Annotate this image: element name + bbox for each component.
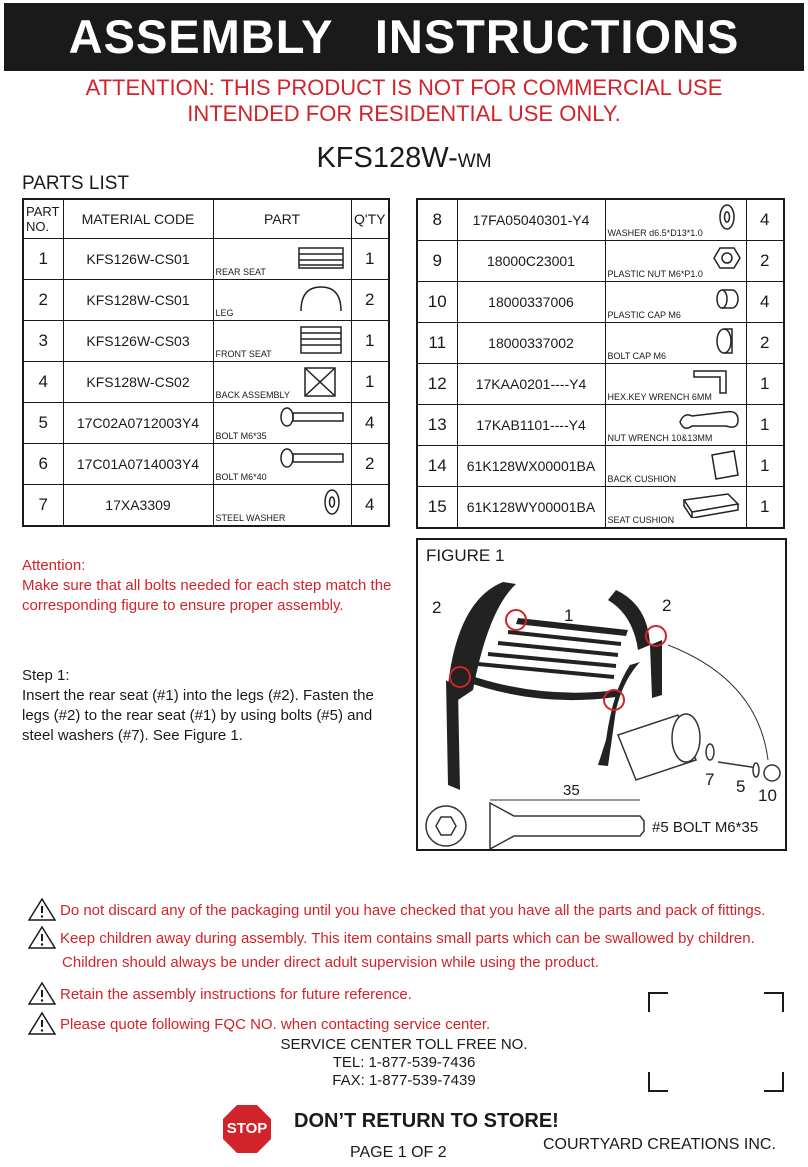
parts-row-11 <box>417 323 784 364</box>
seat-cushion-icon <box>678 490 742 522</box>
left-leg <box>446 680 460 790</box>
header-material-code: MATERIAL CODE <box>63 199 213 239</box>
fqc-number-box <box>648 992 784 1092</box>
part-name: BACK CUSHION <box>607 474 677 484</box>
rear-seat-icon <box>295 242 347 276</box>
material-code: 18000337002 <box>457 323 605 364</box>
parts-row-12 <box>417 364 784 405</box>
part-name: LEG <box>215 308 234 318</box>
parts-row-15 <box>417 487 784 529</box>
part-name: BACK ASSEMBLY <box>215 390 290 400</box>
material-code: 18000C23001 <box>457 241 605 282</box>
right-leg-lower <box>650 640 662 698</box>
part-name: WASHER d6.5*D13*1.0 <box>607 228 703 238</box>
part-number: 2 <box>23 280 63 321</box>
warning-item <box>62 954 599 971</box>
header-qty: Q'TY <box>351 199 389 239</box>
parts-row-13 <box>417 405 784 446</box>
part-name: HEX.KEY WRENCH 6MM <box>607 392 712 402</box>
parts-table-left <box>22 198 390 527</box>
warning-item <box>28 1011 490 1039</box>
model-number <box>0 142 808 175</box>
part-number: 3 <box>23 321 63 362</box>
warning-icon <box>28 981 56 1009</box>
part-name: PLASTIC NUT M6*P1.0 <box>607 269 703 279</box>
part-number: 1 <box>23 239 63 280</box>
parts-row-9 <box>417 241 784 282</box>
quantity: 4 <box>746 199 784 241</box>
material-code: 17FA05040301-Y4 <box>457 199 605 241</box>
quantity: 1 <box>351 362 389 403</box>
quantity: 1 <box>746 405 784 446</box>
parts-row-10 <box>417 282 784 323</box>
quantity: 2 <box>746 241 784 282</box>
parts-table-right <box>416 198 785 529</box>
part-cell <box>213 444 351 485</box>
quantity: 1 <box>351 321 389 362</box>
quantity: 2 <box>351 444 389 485</box>
model-main: KFS128W- <box>316 142 458 174</box>
part-name: BOLT CAP M6 <box>607 351 667 361</box>
material-code: 17KAA0201----Y4 <box>457 364 605 405</box>
bolt-cap-icon <box>712 326 742 360</box>
leg-icon <box>295 283 347 317</box>
part-name: SEAT CUSHION <box>607 515 675 525</box>
callout-leg-right: 2 <box>662 596 672 615</box>
bolt-caption: #5 BOLT M6*35 <box>652 819 759 836</box>
detail-bolt-assembly <box>618 714 780 781</box>
figure-1 <box>416 538 787 851</box>
part-cell <box>605 241 746 282</box>
warning-icon <box>28 925 56 953</box>
washer-icon <box>712 203 742 235</box>
material-code: 17C01A0714003Y4 <box>63 444 213 485</box>
material-code: 61K128WX00001BA <box>457 446 605 487</box>
parts-table-header <box>23 199 389 239</box>
quantity: 1 <box>746 364 784 405</box>
commercial-use-notice-line1: ATTENTION: THIS PRODUCT IS NOT FOR COMMERCIAL USE <box>85 75 723 100</box>
warning-item <box>28 925 755 953</box>
part-name: BOLT M6*40 <box>215 472 267 482</box>
quantity: 4 <box>351 485 389 527</box>
material-code: 61K128WY00001BA <box>457 487 605 529</box>
parts-row-4 <box>23 362 389 403</box>
part-number: 10 <box>417 282 457 323</box>
part-name: NUT WRENCH 10&13MM <box>607 433 713 443</box>
part-number: 9 <box>417 241 457 282</box>
part-name: BOLT M6*35 <box>215 431 267 441</box>
step-1-title: Step 1: <box>22 667 70 684</box>
part-cell <box>605 364 746 405</box>
warning-icon <box>28 897 56 925</box>
part-cell <box>605 282 746 323</box>
parts-row-1 <box>23 239 389 280</box>
back-assembly-icon <box>295 365 347 403</box>
part-name: PLASTIC CAP M6 <box>607 310 681 320</box>
part-name: STEEL WASHER <box>215 513 286 523</box>
dont-return-notice: DON’T RETURN TO STORE! <box>294 1110 559 1132</box>
callout-cap: 10 <box>758 786 777 805</box>
warning-item <box>28 897 765 925</box>
part-cell <box>213 321 351 362</box>
part-name: REAR SEAT <box>215 267 266 277</box>
quantity: 2 <box>746 323 784 364</box>
bolt-drawing <box>426 800 644 849</box>
stop-text: STOP <box>226 1120 268 1137</box>
page-number: PAGE 1 OF 2 <box>350 1144 447 1161</box>
part-cell <box>213 403 351 444</box>
parts-row-14 <box>417 446 784 487</box>
parts-row-2 <box>23 280 389 321</box>
front-seat-icon <box>295 324 347 360</box>
part-number: 13 <box>417 405 457 446</box>
company-name: COURTYARD CREATIONS INC. <box>543 1136 776 1153</box>
nut-icon <box>712 244 742 276</box>
material-code: 17C02A0712003Y4 <box>63 403 213 444</box>
part-cell <box>213 485 351 527</box>
parts-row-8 <box>417 199 784 241</box>
parts-list-label: PARTS LIST <box>22 173 129 194</box>
quantity: 4 <box>746 282 784 323</box>
callout-bolt: 5 <box>736 777 746 796</box>
material-code: 17KAB1101----Y4 <box>457 405 605 446</box>
material-code: KFS126W-CS03 <box>63 321 213 362</box>
header-part: PART <box>213 199 351 239</box>
material-code: KFS126W-CS01 <box>63 239 213 280</box>
figure-label: FIGURE 1 <box>426 546 505 565</box>
bolt-icon <box>277 406 347 432</box>
bolt-icon <box>277 447 347 473</box>
warning-text: Keep children away during assembly. This item contains small parts which can be swallowed by children. <box>60 929 755 947</box>
part-cell <box>605 487 746 529</box>
part-cell <box>213 280 351 321</box>
warning-icon <box>28 1011 56 1039</box>
service-tel: TEL: 1-877-539-7436 <box>332 1054 476 1071</box>
part-number: 5 <box>23 403 63 444</box>
part-cell <box>213 239 351 280</box>
part-number: 15 <box>417 487 457 529</box>
callout-seat: 1 <box>564 606 574 625</box>
quantity: 1 <box>746 446 784 487</box>
stop-sign-icon <box>222 1104 272 1159</box>
right-back-leg <box>608 590 650 650</box>
parts-row-5 <box>23 403 389 444</box>
step-1-body: Insert the rear seat (#1) into the legs (#2). Fasten the legs (#2) to the rear seat (#1) by using bolts (#5) and steel washers (#7). See Figure 1. <box>22 687 374 744</box>
service-center-title: SERVICE CENTER TOLL FREE NO. <box>280 1036 528 1053</box>
warning-text: Please quote following FQC NO. when contacting service center. <box>60 1015 491 1033</box>
back-cushion-icon <box>706 449 742 485</box>
parts-row-6 <box>23 444 389 485</box>
part-number: 11 <box>417 323 457 364</box>
part-number: 8 <box>417 199 457 241</box>
part-cell <box>605 199 746 241</box>
quantity: 4 <box>351 403 389 444</box>
callout-washer: 7 <box>705 770 715 789</box>
material-code: 17XA3309 <box>63 485 213 527</box>
part-cell <box>605 405 746 446</box>
quantity: 1 <box>351 239 389 280</box>
warning-text: Do not discard any of the packaging until you have checked that you have all the parts and pack of fittings. <box>60 901 766 919</box>
quantity: 1 <box>746 487 784 529</box>
part-cell <box>605 323 746 364</box>
part-number: 7 <box>23 485 63 527</box>
part-number: 12 <box>417 364 457 405</box>
material-code: 18000337006 <box>457 282 605 323</box>
commercial-use-notice-line2: INTENDED FOR RESIDENTIAL USE ONLY. <box>187 101 621 126</box>
page-title: ASSEMBLY INSTRUCTIONS <box>4 3 804 71</box>
step-1 <box>22 666 397 746</box>
part-cell <box>213 362 351 403</box>
quantity: 2 <box>351 280 389 321</box>
attention-body: Make sure that all bolts needed for each step match the corresponding figure to ensure proper assembly. <box>22 577 392 614</box>
parts-row-7 <box>23 485 389 527</box>
material-code: KFS128W-CS01 <box>63 280 213 321</box>
service-fax: FAX: 1-877-539-7439 <box>332 1072 476 1089</box>
parts-row-3 <box>23 321 389 362</box>
attention-note <box>22 556 397 616</box>
warning-text: Children should always be under direct adult supervision while using the product. <box>62 954 599 971</box>
model-suffix: WM <box>457 151 492 172</box>
part-name: FRONT SEAT <box>215 349 272 359</box>
material-code: KFS128W-CS02 <box>63 362 213 403</box>
washer-icon <box>317 488 347 520</box>
attention-title: Attention: <box>22 557 86 574</box>
callout-leg-left: 2 <box>432 598 442 617</box>
figure-1-drawing <box>418 540 785 849</box>
bolt-length-label: 35 <box>563 782 580 799</box>
warning-text: Retain the assembly instructions for future reference. <box>60 985 412 1003</box>
part-number: 4 <box>23 362 63 403</box>
cap-icon <box>712 285 742 317</box>
warning-item <box>28 981 412 1009</box>
part-number: 6 <box>23 444 63 485</box>
seat-slats <box>478 632 621 677</box>
part-number: 14 <box>417 446 457 487</box>
header-part-no: PART NO. <box>23 199 63 239</box>
part-cell <box>605 446 746 487</box>
